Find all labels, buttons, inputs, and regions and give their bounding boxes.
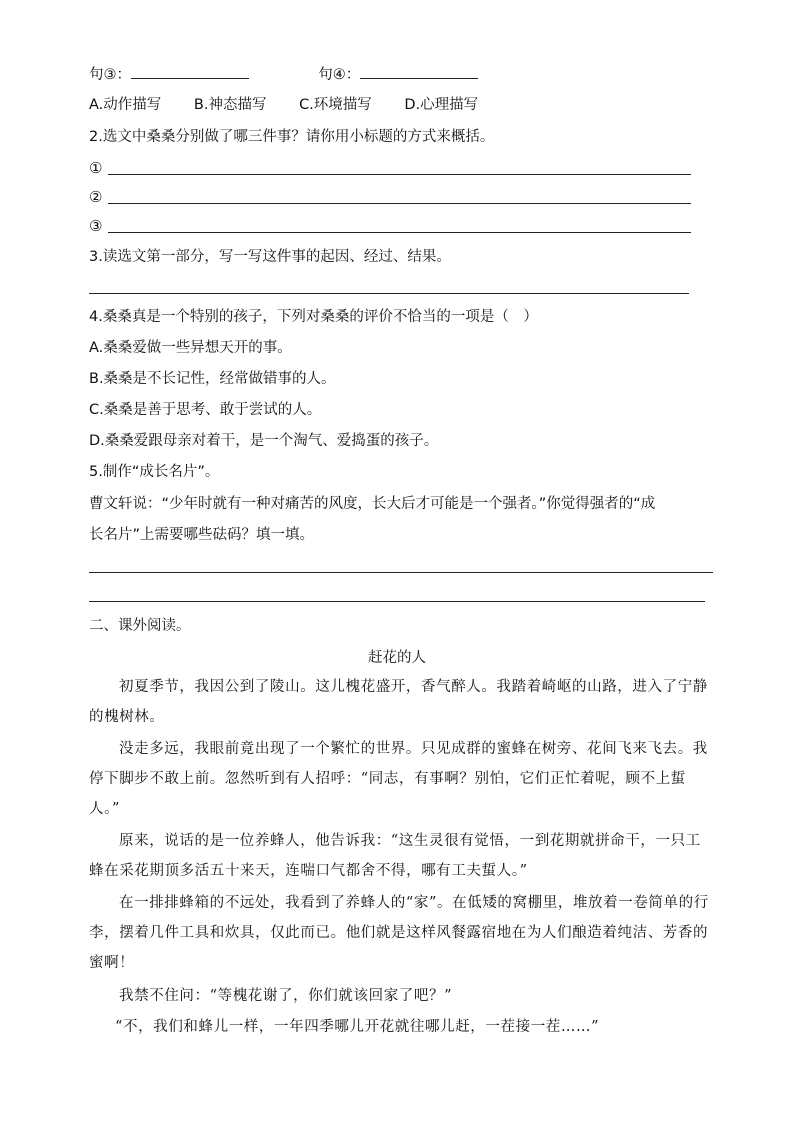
q4-prompt: 4.桑桑真是一个特别的孩子，下列对桑桑的评价不恰当的一项是（ ） <box>89 309 538 325</box>
passage-paragraph-6: “不，我们和蜂儿一样，一年四季哪儿开花就往哪儿赶，一茬接一茬……” <box>115 1019 600 1035</box>
q4-option-a[interactable]: A.桑桑爱做一些异想天开的事。 <box>89 340 292 356</box>
q4-option-d[interactable]: D.桑桑爱跟母亲对着干，是一个淘气、爱捣蛋的孩子。 <box>89 433 439 449</box>
q2-prompt: 2.选文中桑桑分别做了哪三件事？请你用小标题的方式来概括。 <box>89 129 495 145</box>
q5-text-line-2: 长名片”上需要哪些砝码？填一填。 <box>89 527 315 543</box>
passage-paragraph-5: 我禁不住问：“等槐花谢了，你们就该回家了吧？” <box>119 988 453 1004</box>
sentence3-blank[interactable] <box>131 64 249 79</box>
sentence4-label: 句④： <box>318 67 361 83</box>
q5-text-line-1: 曹文轩说：“少年时就有一种对痛苦的风度，长大后才可能是一个强者。”你觉得强者的“成 <box>89 496 656 512</box>
q5-answer-line-1[interactable] <box>89 572 713 573</box>
q5-prompt: 5.制作“成长名片”。 <box>89 464 220 480</box>
q1-option-c[interactable]: C.环境描写 <box>299 97 372 113</box>
passage-paragraph-3: 原来，说话的是一位养蜂人，他告诉我：“这生灵很有觉悟，一到花期就拼命干，一只工蜂在采花期顶多活五十来天，连喘口气都舍不得，哪有工夫蜇人。” <box>89 833 701 879</box>
sentence-answer-row <box>89 64 478 85</box>
q2-marker-3: ③ <box>89 217 103 235</box>
q4-option-b[interactable]: B.桑桑是不长记性，经常做错事的人。 <box>89 371 336 387</box>
q1-option-a[interactable]: A.动作描写 <box>89 97 162 113</box>
q5-answer-line-2[interactable] <box>89 601 705 602</box>
q3-answer-line[interactable] <box>89 293 689 294</box>
passage-paragraph-1: 初夏季节，我因公到了陵山。这儿槐花盛开，香气醉人。我踏着崎岖的山路，进入了宁静的槐树林。 <box>89 679 708 725</box>
section2-heading: 二、课外阅读。 <box>89 618 191 634</box>
sentence4-blank[interactable] <box>360 64 478 79</box>
passage-paragraph-4: 在一排排蜂箱的不远处，我看到了养蜂人的“家”。在低矮的窝棚里，堆放着一卷简单的行李，摆着几件工具和炊具，仅此而已。他们就是这样风餐露宿地在为人们酿造着纯洁、芳香的蜜啊！ <box>89 895 709 971</box>
q1-option-d[interactable]: D.心理描写 <box>404 97 479 113</box>
q1-option-b[interactable]: B.神态描写 <box>193 97 267 113</box>
q2-marker-1: ① <box>89 159 103 177</box>
sentence3-label: 句③： <box>89 67 131 83</box>
passage-paragraph-2: 没走多远，我眼前竟出现了一个繁忙的世界。只见成群的蜜蜂在树旁、花间飞来飞去。我停下脚步不敢上前。忽然听到有人招呼：“同志，有事啊？别怕，它们正忙着呢，顾不上蜇人。” <box>89 741 708 817</box>
q1-options <box>89 95 506 115</box>
passage-title: 赶花的人 <box>368 650 426 666</box>
q4-option-c[interactable]: C.桑桑是善于思考、敢于尝试的人。 <box>89 402 322 418</box>
q2-marker-2: ② <box>89 188 103 206</box>
q3-prompt: 3.读选文第一部分，写一写这件事的起因、经过、结果。 <box>89 249 451 265</box>
